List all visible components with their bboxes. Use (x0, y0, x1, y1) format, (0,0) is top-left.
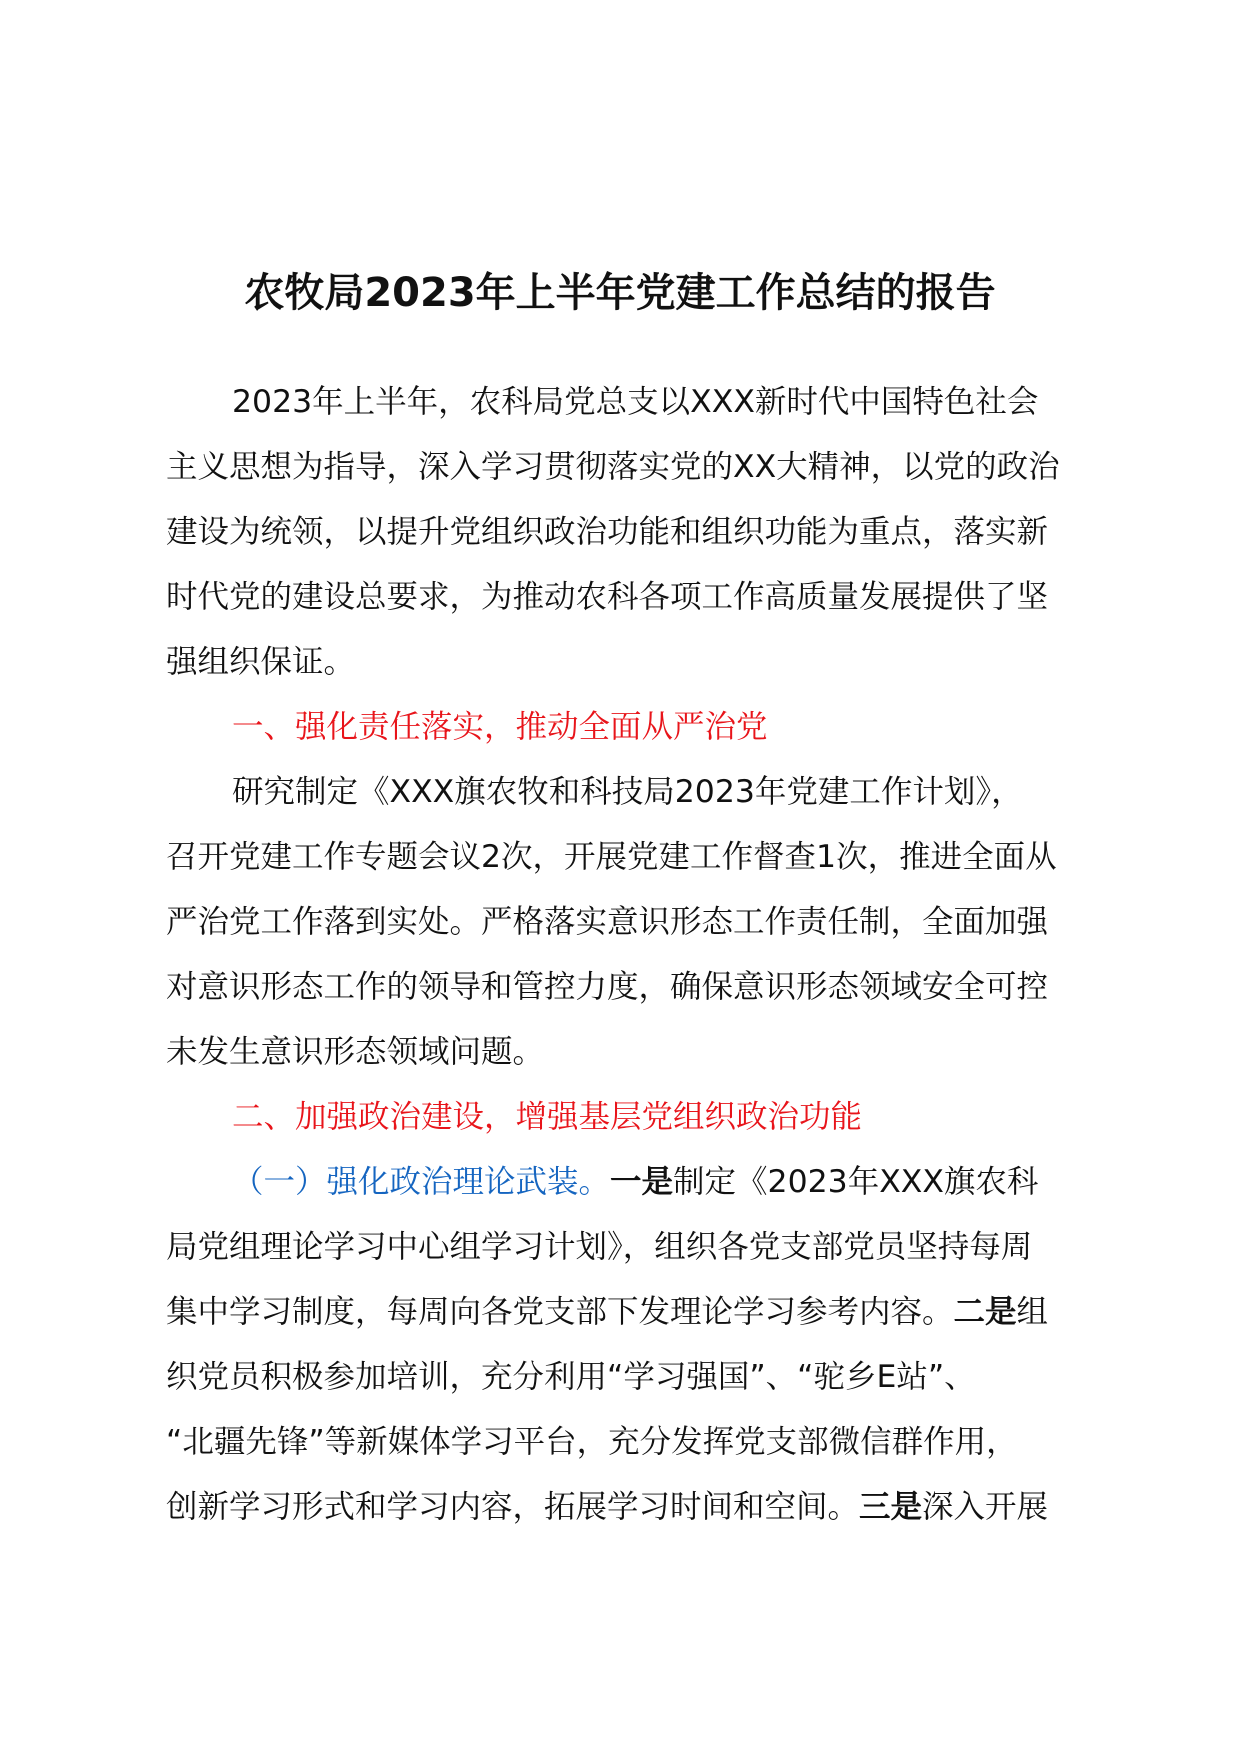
document-body (166, 370, 1116, 1540)
document-title: 农牧局2023年上半年党建工作总结的报告 (244, 270, 996, 316)
text-line (166, 500, 1116, 565)
text-line (166, 825, 1116, 890)
text-segment: 组 (1016, 1294, 1049, 1330)
text-segment: “北疆先锋”等新媒体学习平台，充分发挥党支部微信群作用， (166, 1424, 1018, 1460)
section-heading: 一、强化责任落实，推动全面从严治党 (232, 709, 768, 745)
section-heading: 二、加强政治建设，增强基层党组织政治功能 (232, 1099, 863, 1135)
text-segment: 2023年上半年，农科局党总支以XXX新时代中国特色社会 (232, 384, 1039, 420)
text-segment: 制定《2023年XXX旗农科 (673, 1164, 1039, 1200)
text-segment: 建设为统领，以提升党组织政治功能和组织功能为重点，落实新 (166, 514, 1049, 550)
text-line (166, 1410, 1116, 1475)
text-segment: 强组织保证。 (166, 644, 356, 680)
text-segment: 时代党的建设总要求，为推动农科各项工作高质量发展提供了坚 (166, 579, 1049, 615)
text-line (166, 1085, 1116, 1150)
text-segment: 对意识形态工作的领导和管控力度，确保意识形态领域安全可控 (166, 969, 1049, 1005)
text-segment: 研究制定《XXX旗农牧和科技局2023年党建工作计划》， (232, 774, 1023, 810)
text-segment: 创新学习形式和学习内容，拓展学习时间和空间。 (166, 1489, 860, 1525)
text-line (166, 890, 1116, 955)
text-segment: 召开党建工作专题会议2次，开展党建工作督查1次，推进全面从 (166, 839, 1057, 875)
text-line (166, 630, 1116, 695)
text-line (166, 370, 1116, 435)
text-segment: 局党组理论学习中心组学习计划》，组织各党支部党员坚持每周 (166, 1229, 1033, 1265)
subsection-heading: （一）强化政治理论武装。 (232, 1164, 611, 1200)
text-line (166, 1150, 1116, 1215)
text-line (166, 1345, 1116, 1410)
text-line (166, 1280, 1116, 1345)
text-segment: 集中学习制度，每周向各党支部下发理论学习参考内容。 (166, 1294, 954, 1330)
text-line (166, 1215, 1116, 1280)
text-segment: 严治党工作落到实处。严格落实意识形态工作责任制，全面加强 (166, 904, 1049, 940)
text-line (166, 435, 1116, 500)
text-segment: 未发生意识形态领域问题。 (166, 1034, 545, 1070)
text-line (166, 955, 1116, 1020)
emphasis-text: 一是 (610, 1164, 674, 1200)
text-line (166, 565, 1116, 630)
text-segment: 深入开展 (922, 1489, 1049, 1525)
emphasis-text: 三是 (859, 1489, 923, 1525)
text-segment: 织党员积极参加培训，充分利用“学习强国”、“驼乡E站”、 (166, 1359, 976, 1395)
text-line (166, 1475, 1116, 1540)
text-line (166, 1020, 1116, 1085)
emphasis-text: 二是 (953, 1294, 1017, 1330)
text-line (166, 695, 1116, 760)
text-segment: 主义思想为指导，深入学习贯彻落实党的XX大精神，以党的政治 (166, 449, 1060, 485)
text-line (166, 760, 1116, 825)
